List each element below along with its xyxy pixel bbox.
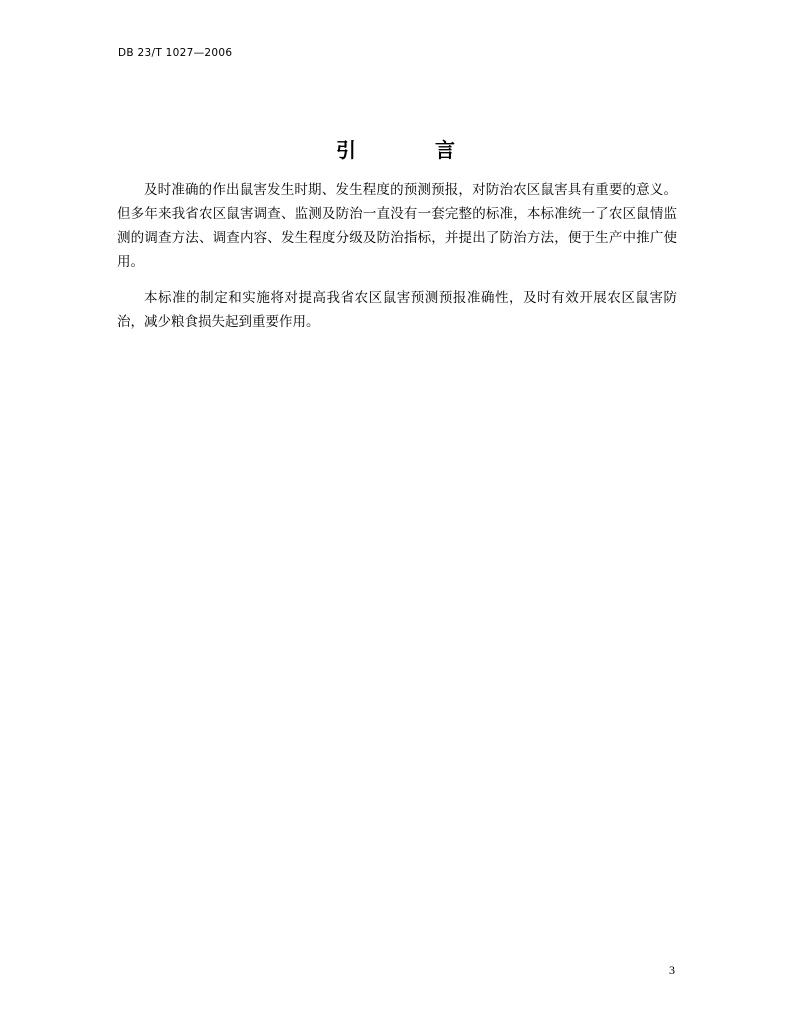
page-title: 引 言	[336, 138, 491, 162]
document-code-header: DB 23/T 1027—2006	[118, 47, 233, 59]
page-number: 3	[669, 963, 675, 977]
paragraph-2: 本标准的制定和实施将对提高我省农区鼠害预测预报准确性，及时有效开展农区鼠害防治，减少粮食损失起到重要作用。	[117, 290, 677, 330]
paragraph-1: 及时准确的作出鼠害发生时期、发生程度的预测预报，对防治农区鼠害具有重要的意义。但多年来我省农区鼠害调查、监测及防治一直没有一套完整的标准，本标准统一了农区鼠情监测的调查方法、调查内容、发生程度分级及防治指标，并提出了防治方法，便于生产中推广使用。	[117, 182, 677, 270]
introduction-body	[117, 178, 677, 346]
